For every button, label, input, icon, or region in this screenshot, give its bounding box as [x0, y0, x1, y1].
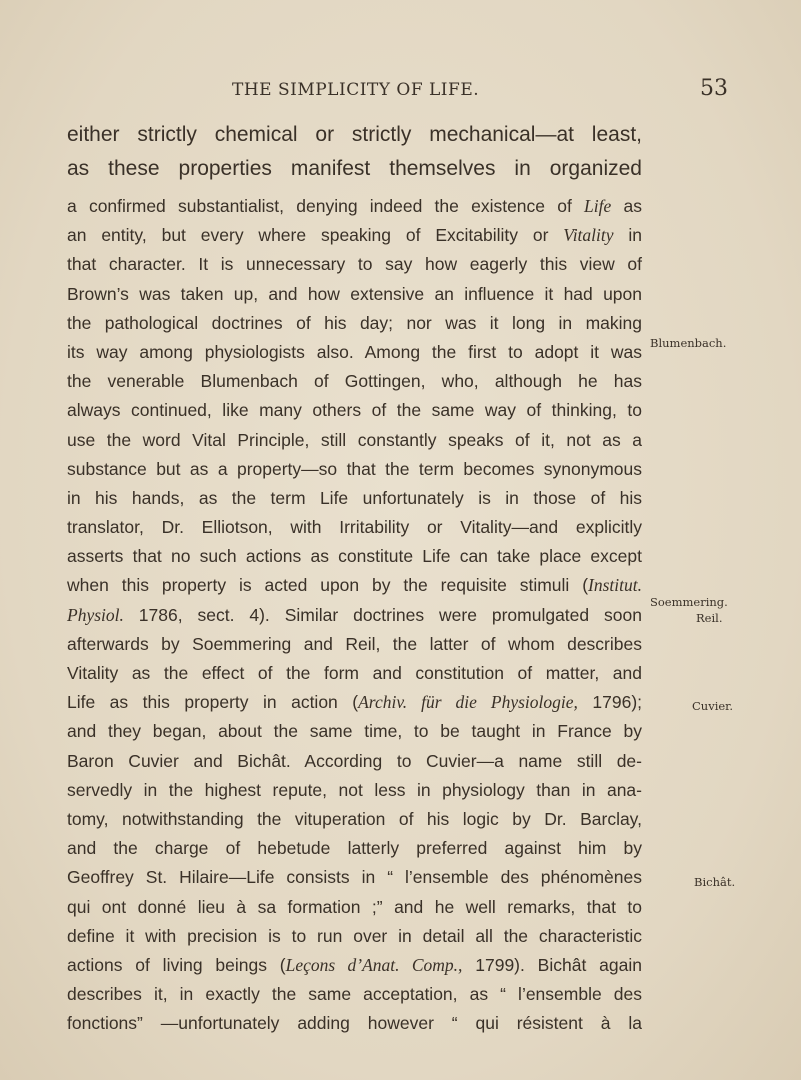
text-line: servedly in the highest repute, not less in physiology than in ana-	[67, 779, 642, 800]
text-line: the pathological doctrines of his day; nor was it long in making	[67, 312, 642, 333]
text-line: as these properties manifest themselves in organized	[67, 157, 642, 180]
italic-text: Physiol.	[67, 604, 124, 625]
text-line: describes it, in exactly the same acceptation, as “ l’ensemble des	[67, 984, 642, 1005]
text-line: its way among physiologists also. Among the first to adopt it was	[67, 341, 642, 362]
text-line: Vitality as the effect of the form and constitution of matter, and	[67, 663, 642, 683]
italic-text: Institut.	[588, 575, 642, 596]
italic-text: Life	[584, 196, 612, 216]
margin-note-blumenbach: Blumenbach.	[650, 336, 727, 350]
text-line: Geoffrey St. Hilaire—Life consists in “ l’ensemble des phénomènes	[67, 867, 642, 888]
text-line: Life as this property in action (Archiv. für die Physiologie, 1796);	[67, 692, 643, 713]
text-line: substance but as a property—so that the term becomes synonymous	[67, 458, 642, 479]
italic-text: Archiv. für die Physiologie,	[358, 692, 578, 713]
text-line: and the charge of hebetude latterly preferred against him by	[67, 838, 642, 859]
page-header	[0, 76, 801, 104]
text-line: Physiol. 1786, sect. 4). Similar doctrines were promulgated soon	[67, 604, 642, 625]
text-line: a confirmed substantialist, denying indeed the existence of Life as	[67, 196, 642, 216]
text-line: asserts that no such actions as constitute Life can take place except	[67, 546, 642, 567]
body-text	[67, 118, 642, 1038]
margin-note-bichat: Bichât.	[694, 875, 736, 889]
text-line: when this property is acted upon by the requisite stimuli (Institut.	[67, 575, 642, 596]
margin-note-soemmering: Soemmering.	[650, 595, 728, 609]
running-head: THE SIMPLICITY OF LIFE.	[232, 80, 480, 100]
text-line: fonctions” —unfortunately adding however “ qui résistent à la	[67, 1013, 642, 1034]
text-line: either strictly chemical or strictly mechanical—at least,	[67, 123, 642, 146]
text-line: qui ont donné lieu à sa formation ;” and he well remarks, that to	[67, 896, 642, 917]
text-line: afterwards by Soemmering and Reil, the latter of whom describes	[67, 633, 642, 654]
italic-text: Leçons d’Anat. Comp.,	[285, 954, 463, 975]
page-number: 53	[700, 76, 728, 101]
text-line: the venerable Blumenbach of Gottingen, who, although he has	[67, 371, 642, 392]
text-line: use the word Vital Principle, still constantly speaks of it, not as a	[67, 429, 642, 450]
margin-note-reil: Reil.	[696, 611, 723, 625]
text-line: Brown’s was taken up, and how extensive an influence it had upon	[67, 283, 642, 304]
margin-note-cuvier: Cuvier.	[692, 699, 734, 713]
text-line: tomy, notwithstanding the vituperation of his logic by Dr. Barclay,	[67, 808, 642, 829]
text-line: always continued, like many others of the same way of thinking, to	[67, 400, 642, 421]
italic-text: Vitality	[563, 225, 614, 246]
text-line: in his hands, as the term Life unfortunately is in those of his	[67, 487, 642, 508]
text-line: an entity, but every where speaking of Excitability or Vitality in	[67, 225, 642, 246]
text-line: that character. It is unnecessary to say how eagerly this view of	[67, 254, 642, 275]
text-line: Baron Cuvier and Bichât. According to Cuvier—a name still de-	[67, 750, 642, 771]
text-line: and they began, about the same time, to be taught in France by	[67, 721, 642, 742]
text-line: translator, Dr. Elliotson, with Irritability or Vitality—and explicitly	[67, 517, 642, 538]
text-line: actions of living beings (Leçons d’Anat. Comp., 1799). Bichât again	[67, 954, 642, 975]
text-line: define it with precision is to run over in detail all the characteristic	[67, 925, 642, 946]
